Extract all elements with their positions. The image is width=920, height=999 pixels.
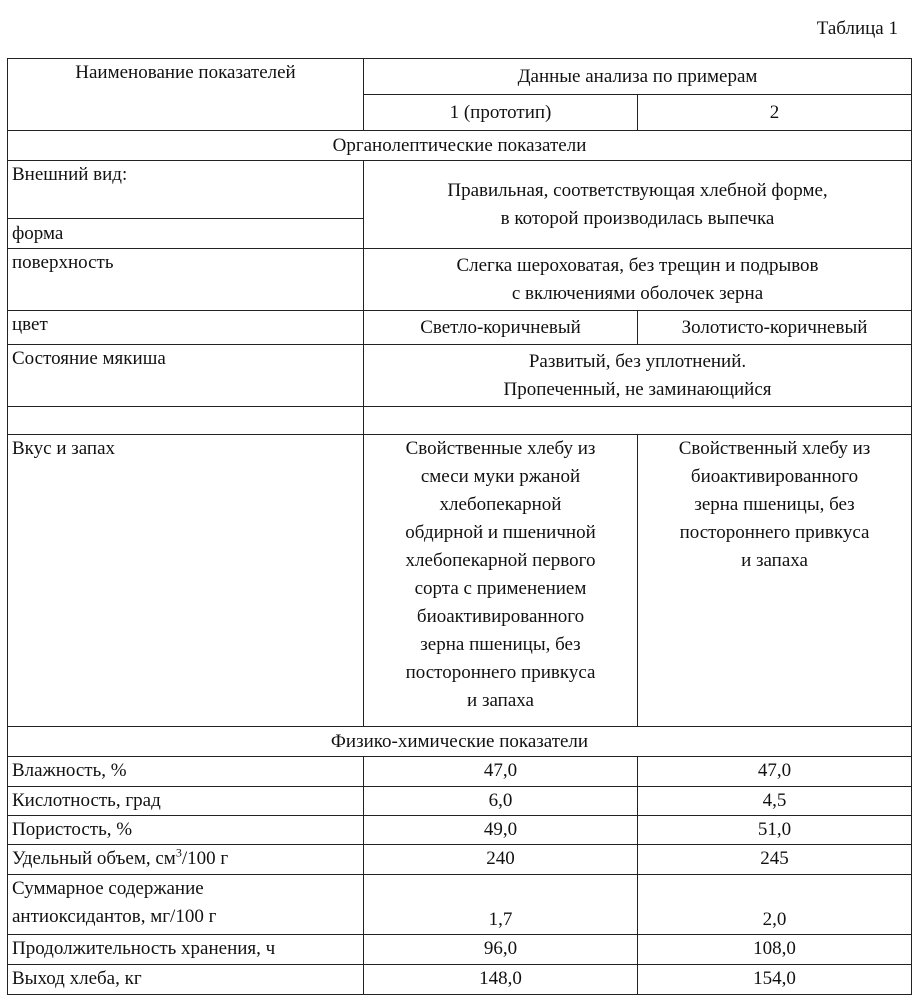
- value-humidity-2: 47,0: [638, 757, 912, 787]
- value-crumb: [364, 345, 912, 407]
- label-form: форма: [8, 219, 364, 249]
- value-taste-2: [638, 435, 912, 727]
- label-humidity: Влажность, %: [8, 757, 364, 787]
- value-form-line1: Правильная, соответствующая хлебной форме,: [447, 179, 828, 201]
- value-color-2: Золотисто-коричневый: [638, 311, 912, 345]
- row-yield: [8, 965, 912, 995]
- text-line: Свойственный хлебу из: [678, 438, 871, 459]
- text-line: биоактивированного: [416, 606, 585, 627]
- text-line: сорта с применением: [414, 578, 587, 599]
- label-storage: Продолжительность хранения, ч: [8, 935, 364, 965]
- value-surface-line1: Слегка шероховатая, без трещин и подрывов: [456, 254, 819, 276]
- text-line: и запаха: [741, 550, 808, 571]
- value-form-line2: в которой производилась выпечка: [500, 207, 775, 229]
- value-volume-2: 245: [638, 845, 912, 875]
- value-volume-1: 240: [364, 845, 638, 875]
- value-color-1: Светло-коричневый: [364, 311, 638, 345]
- value-humidity-1: 47,0: [364, 757, 638, 787]
- row-crumb: [8, 345, 912, 407]
- row-antioxidants: [8, 875, 912, 935]
- value-taste-1: [364, 435, 638, 727]
- value-acidity-1: 6,0: [364, 787, 638, 816]
- label-volume: [8, 845, 364, 875]
- value-porosity-2: 51,0: [638, 816, 912, 845]
- text-line: и запаха: [467, 690, 534, 711]
- value-antioxidants-2: 2,0: [638, 875, 912, 935]
- table-caption: Таблица 1: [816, 18, 898, 39]
- section-title: Органолептические показатели: [8, 131, 912, 161]
- text-line: зерна пшеницы, без: [694, 494, 855, 515]
- label-color: цвет: [8, 311, 364, 345]
- text-line: постороннего привкуса: [679, 522, 870, 543]
- row-humidity: [8, 757, 912, 787]
- label-antioxidants-line2: антиоксидантов, мг/100 г: [12, 906, 217, 927]
- value-yield-1: 148,0: [364, 965, 638, 995]
- text-line: Свойственные хлебу из: [405, 438, 596, 459]
- text-line: зерна пшеницы, без: [420, 634, 581, 655]
- header-analysis: Данные анализа по примерам: [364, 59, 912, 95]
- label-antioxidants-line1: Суммарное содержание: [12, 878, 204, 899]
- section-physchem: [8, 727, 912, 757]
- label-antioxidants: [8, 875, 364, 935]
- value-storage-2: 108,0: [638, 935, 912, 965]
- label-acidity: Кислотность, град: [8, 787, 364, 816]
- label-volume-pre: Удельный объем, см: [12, 848, 176, 869]
- row-surface: [8, 249, 912, 311]
- header-row: [8, 59, 912, 95]
- row-color: [8, 311, 912, 345]
- empty-cell: [364, 407, 912, 435]
- section-title: Физико-химические показатели: [8, 727, 912, 757]
- value-surface: [364, 249, 912, 311]
- header-example-1: 1 (прототип): [364, 95, 638, 131]
- value-crumb-line1: Развитый, без уплотнений.: [528, 350, 747, 372]
- header-indicator: Наименование показателей: [8, 59, 364, 131]
- label-porosity: Пористость, %: [8, 816, 364, 845]
- text-line: обдирной и пшеничной: [405, 522, 596, 543]
- text-line: биоактивированного: [690, 466, 859, 487]
- label-volume-post: /100 г: [181, 848, 229, 869]
- row-appearance: [8, 161, 912, 219]
- empty-cell: [8, 407, 364, 435]
- value-crumb-line2: Пропеченный, не заминающийся: [503, 378, 772, 400]
- label-volume-sup: 3: [175, 845, 182, 860]
- analysis-table: [7, 58, 912, 995]
- row-storage: [8, 935, 912, 965]
- text-line: хлебопекарной: [439, 494, 562, 515]
- value-yield-2: 154,0: [638, 965, 912, 995]
- value-antioxidants-1: 1,7: [364, 875, 638, 935]
- label-surface: поверхность: [8, 249, 364, 311]
- label-crumb: Состояние мякиша: [8, 345, 364, 407]
- value-porosity-1: 49,0: [364, 816, 638, 845]
- section-organoleptic: [8, 131, 912, 161]
- row-volume: [8, 845, 912, 875]
- value-acidity-2: 4,5: [638, 787, 912, 816]
- label-appearance: Внешний вид:: [8, 161, 364, 219]
- header-example-2: 2: [638, 95, 912, 131]
- value-surface-line2: с включениями оболочек зерна: [511, 282, 764, 304]
- text-line: хлебопекарной первого: [405, 550, 596, 571]
- row-taste: [8, 435, 912, 727]
- label-taste: Вкус и запах: [8, 435, 364, 727]
- row-acidity: [8, 787, 912, 816]
- label-yield: Выход хлеба, кг: [8, 965, 364, 995]
- value-storage-1: 96,0: [364, 935, 638, 965]
- text-line: смеси муки ржаной: [420, 466, 581, 487]
- row-empty: [8, 407, 912, 435]
- row-porosity: [8, 816, 912, 845]
- text-line: постороннего привкуса: [405, 662, 596, 683]
- value-form: [364, 161, 912, 249]
